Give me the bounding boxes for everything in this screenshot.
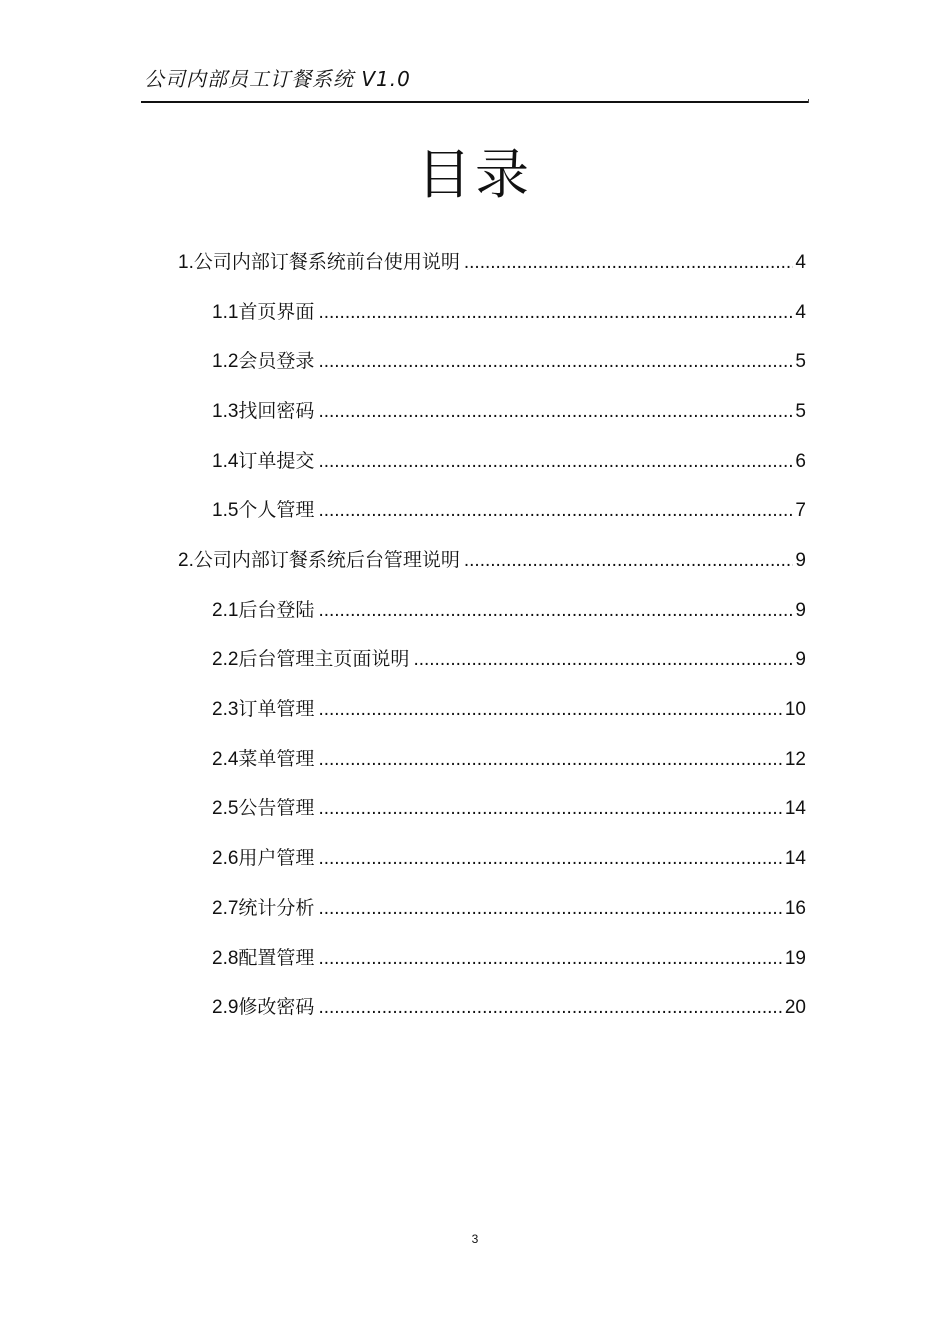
page-number: 3 — [471, 1232, 479, 1246]
toc-entry-page: 20 — [784, 997, 806, 1018]
toc-entry-page: 7 — [795, 500, 806, 521]
toc-heading: 目录 — [417, 143, 533, 206]
toc-entry-text: 首页界面 — [238, 301, 315, 323]
toc-entry-2-5[interactable] — [212, 792, 806, 824]
toc-dot-leader — [318, 694, 782, 726]
toc-entry-text: 个人管理 — [238, 499, 315, 521]
header-rule-end-mark — [808, 99, 809, 103]
toc-entry-number: 2.2 — [212, 649, 239, 670]
toc-entry-text: 后台登陆 — [238, 599, 315, 621]
toc-entry-2[interactable] — [178, 544, 806, 576]
toc-entry-page: 9 — [795, 550, 806, 571]
toc-entry-text: 公告管理 — [238, 797, 315, 819]
toc-entry-page: 5 — [795, 351, 806, 372]
toc-entry-2-1[interactable] — [212, 594, 806, 626]
toc-entry-number: 1.3 — [212, 401, 239, 422]
toc-entry-page: 6 — [795, 451, 806, 472]
toc-entry-number: 2.7 — [212, 898, 239, 919]
toc-entry-2-9[interactable] — [212, 991, 806, 1023]
toc-entry-text: 订单提交 — [238, 450, 315, 472]
toc-dot-leader — [318, 396, 793, 428]
toc-entry-text: 公司内部订餐系统后台管理说明 — [193, 549, 460, 571]
toc-entry-page: 9 — [795, 649, 806, 670]
toc-entry-text: 修改密码 — [238, 996, 315, 1018]
toc-entry-2-7[interactable] — [212, 892, 806, 924]
toc-entry-number: 1.5 — [212, 500, 239, 521]
toc-entry-text: 菜单管理 — [238, 748, 315, 770]
toc-entry-text: 用户管理 — [238, 847, 315, 869]
toc-dot-leader — [318, 595, 793, 627]
toc-entry-2-4[interactable] — [212, 743, 806, 775]
toc-entry-2-3[interactable] — [212, 693, 806, 725]
toc-entry-number: 2.8 — [212, 948, 239, 969]
toc-dot-leader — [318, 843, 782, 875]
toc-entry-number: 2.6 — [212, 848, 239, 869]
toc-entry-number: 2.5 — [212, 798, 239, 819]
toc-entry-page: 14 — [784, 798, 806, 819]
toc-dot-leader — [318, 992, 782, 1024]
toc-dot-leader — [318, 346, 793, 378]
toc-entry-number: 2.4 — [212, 749, 239, 770]
toc-entry-number: 1.2 — [212, 351, 239, 372]
toc-entry-2-2[interactable] — [212, 643, 806, 675]
toc-entry-page: 16 — [784, 898, 806, 919]
header-rule — [141, 101, 809, 103]
toc-entry-page: 4 — [795, 252, 806, 273]
toc-entry-number: 1.1 — [212, 302, 239, 323]
toc-dot-leader — [318, 297, 793, 329]
toc-entry-1-5[interactable] — [212, 494, 806, 526]
toc-dot-leader — [464, 247, 794, 279]
toc-dot-leader — [318, 495, 793, 527]
toc-dot-leader — [318, 943, 782, 975]
toc-dot-leader — [318, 446, 793, 478]
toc-entry-number: 2.9 — [212, 997, 239, 1018]
toc-entry-text: 会员登录 — [238, 350, 315, 372]
toc-entry-page: 19 — [784, 948, 806, 969]
toc-entry-1-2[interactable] — [212, 345, 806, 377]
toc-entry-page: 5 — [795, 401, 806, 422]
toc-entry-number: 2.1 — [212, 600, 239, 621]
toc-entry-text: 订单管理 — [238, 698, 315, 720]
toc-dot-leader — [464, 545, 794, 577]
toc-entry-text: 公司内部订餐系统前台使用说明 — [193, 251, 460, 273]
toc-entry-1[interactable] — [178, 246, 806, 278]
toc-entry-1-1[interactable] — [212, 296, 806, 328]
toc-entry-text: 配置管理 — [238, 947, 315, 969]
toc-dot-leader — [318, 744, 782, 776]
toc-entry-text: 后台管理主页面说明 — [238, 648, 410, 670]
toc-entry-text: 找回密码 — [238, 400, 315, 422]
toc-entry-1-3[interactable] — [212, 395, 806, 427]
toc-dot-leader — [318, 793, 782, 825]
toc-dot-leader — [318, 893, 782, 925]
toc-entry-number: 2. — [178, 550, 194, 571]
toc-entry-page: 9 — [795, 600, 806, 621]
toc-entry-number: 2.3 — [212, 699, 239, 720]
running-header-title: 公司内部员工订餐系统 V1.0 — [144, 67, 411, 91]
toc-entry-page: 4 — [795, 302, 806, 323]
toc-entry-2-6[interactable] — [212, 842, 806, 874]
toc-entry-2-8[interactable] — [212, 942, 806, 974]
toc-dot-leader — [413, 644, 793, 676]
toc-entry-number: 1. — [178, 252, 194, 273]
toc-entry-page: 10 — [784, 699, 806, 720]
toc-entry-page: 12 — [784, 749, 806, 770]
toc-entry-page: 14 — [784, 848, 806, 869]
toc-entry-text: 统计分析 — [238, 897, 315, 919]
toc-entry-1-4[interactable] — [212, 445, 806, 477]
toc-entry-number: 1.4 — [212, 451, 239, 472]
